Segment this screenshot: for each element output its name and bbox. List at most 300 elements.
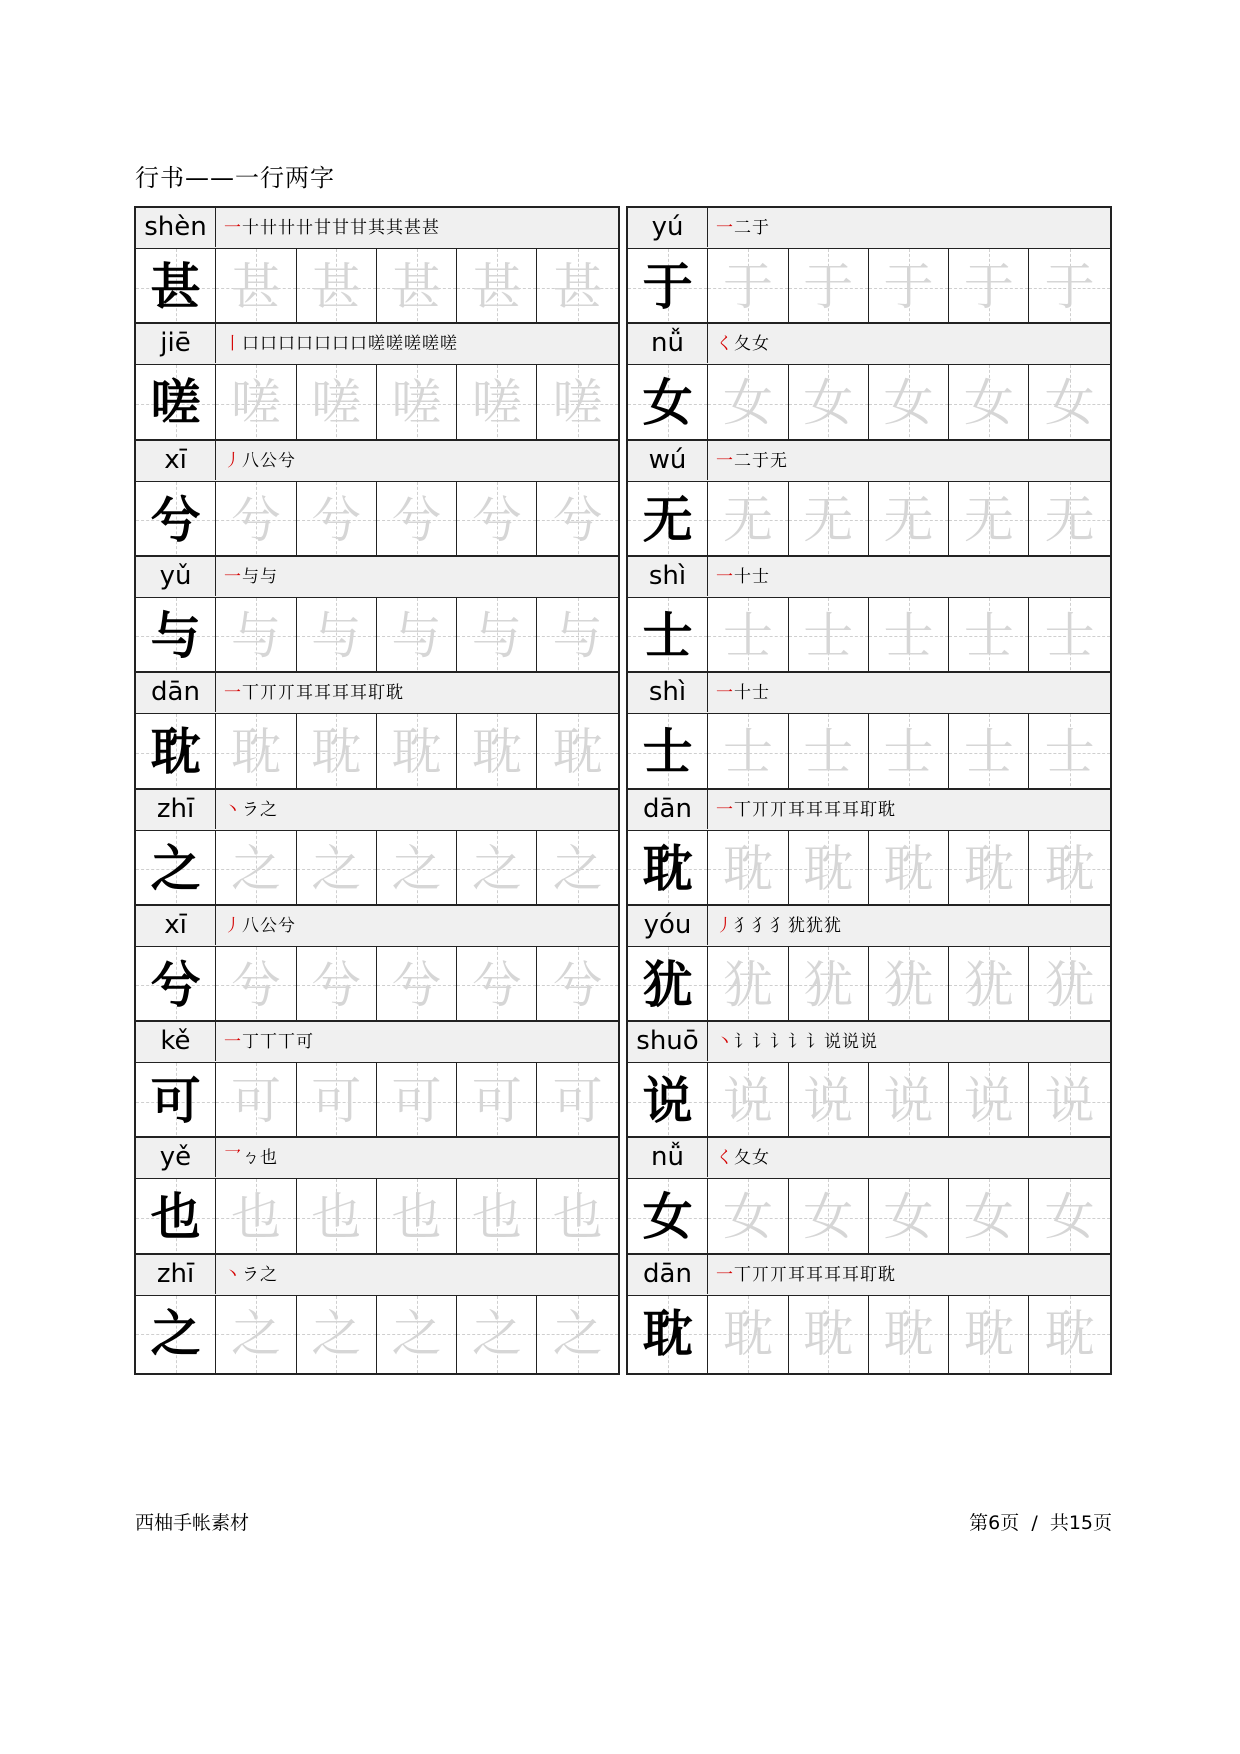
trace-character-cell bbox=[1029, 365, 1109, 442]
trace-character-cell bbox=[297, 1063, 377, 1140]
stroke-step: 夂 bbox=[734, 1148, 751, 1169]
practice-block bbox=[134, 322, 620, 444]
trace-character: 耽 bbox=[963, 1304, 1014, 1363]
trace-character-cell bbox=[1029, 1296, 1109, 1373]
stroke-step: 讠 bbox=[788, 1032, 805, 1053]
trace-character: 耽 bbox=[391, 723, 442, 782]
stroke-step: 丌 bbox=[752, 799, 769, 820]
trace-character: 士 bbox=[963, 723, 1014, 782]
stroke-step: 嗟 bbox=[440, 334, 457, 355]
trace-character: 甚 bbox=[391, 258, 442, 316]
stroke-step: 可 bbox=[296, 1032, 313, 1053]
trace-character: 与 bbox=[311, 606, 362, 665]
trace-character: 于 bbox=[722, 258, 773, 316]
model-character-cell bbox=[628, 365, 708, 442]
trace-character-cell bbox=[216, 1179, 296, 1256]
trace-character-cell bbox=[216, 947, 296, 1024]
trace-character-cell bbox=[1029, 714, 1109, 791]
trace-character-cell bbox=[297, 482, 377, 559]
practice-block bbox=[626, 1253, 1112, 1375]
trace-character-cell bbox=[708, 714, 788, 791]
trace-character-cell bbox=[537, 831, 617, 908]
trace-character: 也 bbox=[552, 1188, 603, 1247]
practice-cells bbox=[628, 714, 1110, 791]
trace-character: 女 bbox=[883, 374, 934, 433]
practice-header bbox=[628, 208, 1110, 249]
trace-character: 说 bbox=[803, 1072, 854, 1131]
trace-character: 女 bbox=[883, 1188, 934, 1247]
trace-character-cell bbox=[1029, 249, 1109, 326]
practice-header bbox=[136, 1138, 618, 1179]
stroke-step: 口 bbox=[260, 334, 277, 355]
trace-character-cell bbox=[949, 1296, 1029, 1373]
trace-character-cell bbox=[377, 831, 457, 908]
trace-character: 耽 bbox=[803, 839, 854, 898]
stroke-order bbox=[716, 1255, 1104, 1294]
practice-cells bbox=[136, 714, 618, 791]
trace-character: 甚 bbox=[230, 258, 281, 316]
stroke-step: 耽 bbox=[878, 1264, 895, 1285]
trace-character-cell bbox=[708, 1063, 788, 1140]
trace-character: 无 bbox=[803, 490, 854, 549]
trace-character: 可 bbox=[471, 1072, 522, 1131]
stroke-step: 耳 bbox=[296, 683, 313, 704]
trace-character: 与 bbox=[471, 606, 522, 665]
stroke-step: 耳 bbox=[842, 1264, 859, 1285]
model-character: 与 bbox=[150, 605, 201, 665]
stroke-step: 兮 bbox=[278, 915, 295, 936]
model-character: 甚 bbox=[150, 257, 201, 316]
stroke-step: 犹 bbox=[788, 915, 805, 936]
trace-character: 说 bbox=[1044, 1072, 1095, 1131]
stroke-step: 八 bbox=[242, 915, 259, 936]
trace-character-cell bbox=[789, 947, 869, 1024]
stroke-step: 甚 bbox=[422, 218, 439, 238]
trace-character-cell bbox=[377, 947, 457, 1024]
trace-character: 之 bbox=[230, 839, 281, 898]
stroke-step: 卄 bbox=[278, 218, 295, 238]
trace-character: 耽 bbox=[883, 1304, 934, 1363]
trace-character-cell bbox=[949, 365, 1029, 442]
stroke-step: 十 bbox=[734, 566, 751, 587]
stroke-order bbox=[224, 1255, 612, 1294]
trace-character: 士 bbox=[883, 723, 934, 782]
model-character-cell bbox=[136, 598, 216, 675]
trace-character: 耽 bbox=[722, 1304, 773, 1363]
model-character-cell bbox=[136, 1296, 216, 1373]
pinyin-label: zhī bbox=[136, 1255, 216, 1294]
trace-character: 也 bbox=[311, 1188, 362, 1247]
model-character: 于 bbox=[642, 257, 693, 316]
stroke-order bbox=[224, 208, 612, 247]
stroke-step: 丅 bbox=[242, 683, 259, 704]
stroke-step: 一 bbox=[224, 218, 241, 238]
pinyin-label: xī bbox=[136, 906, 216, 945]
practice-header bbox=[136, 673, 618, 714]
model-character-cell bbox=[136, 1063, 216, 1140]
trace-character: 耽 bbox=[1044, 1304, 1095, 1363]
practice-cells bbox=[628, 482, 1110, 559]
stroke-step: 公 bbox=[260, 915, 277, 936]
stroke-step: 丌 bbox=[770, 799, 787, 820]
trace-character: 说 bbox=[722, 1072, 773, 1131]
trace-character-cell bbox=[457, 831, 537, 908]
practice-cells bbox=[628, 598, 1110, 675]
trace-character-cell bbox=[789, 482, 869, 559]
model-character-cell bbox=[136, 482, 216, 559]
trace-character-cell bbox=[457, 482, 537, 559]
model-character: 说 bbox=[642, 1071, 693, 1131]
stroke-step: 女 bbox=[752, 334, 769, 355]
practice-cells bbox=[628, 1179, 1110, 1256]
trace-character: 之 bbox=[471, 1304, 522, 1363]
stroke-order bbox=[716, 906, 1104, 945]
stroke-step: 口 bbox=[314, 334, 331, 355]
trace-character-cell bbox=[537, 1179, 617, 1256]
trace-character: 女 bbox=[722, 374, 773, 433]
model-character-cell bbox=[628, 831, 708, 908]
model-character: 耽 bbox=[150, 722, 201, 782]
stroke-step: 一 bbox=[716, 218, 733, 238]
trace-character: 也 bbox=[471, 1188, 522, 1247]
stroke-step: 卄 bbox=[260, 218, 277, 238]
stroke-order bbox=[716, 324, 1104, 363]
trace-character: 兮 bbox=[311, 490, 362, 549]
stroke-step: 甚 bbox=[404, 218, 421, 238]
trace-character: 耽 bbox=[803, 1304, 854, 1363]
trace-character: 耽 bbox=[883, 839, 934, 898]
stroke-step: 讠 bbox=[752, 1032, 769, 1053]
trace-character-cell bbox=[869, 365, 949, 442]
stroke-step: 公 bbox=[260, 450, 277, 471]
practice-block bbox=[134, 1253, 620, 1375]
practice-cells bbox=[136, 1179, 618, 1256]
trace-character: 耽 bbox=[311, 723, 362, 782]
trace-character: 女 bbox=[1044, 1188, 1095, 1247]
trace-character-cell bbox=[789, 714, 869, 791]
trace-character: 与 bbox=[230, 606, 281, 665]
footer-source: 西柚手帐素材 bbox=[135, 1512, 250, 1534]
trace-character-cell bbox=[869, 482, 949, 559]
trace-character: 兮 bbox=[230, 955, 281, 1014]
stroke-step: 丅 bbox=[260, 1032, 277, 1053]
trace-character: 犹 bbox=[883, 955, 934, 1014]
practice-cells bbox=[136, 249, 618, 326]
model-character: 也 bbox=[150, 1187, 201, 1247]
stroke-step: 卄 bbox=[296, 218, 313, 238]
model-character-cell bbox=[136, 947, 216, 1024]
trace-character-cell bbox=[869, 1063, 949, 1140]
trace-character: 女 bbox=[963, 374, 1014, 433]
trace-character: 可 bbox=[311, 1072, 362, 1131]
trace-character-cell bbox=[708, 1296, 788, 1373]
practice-cells bbox=[136, 831, 618, 908]
trace-character-cell bbox=[377, 1296, 457, 1373]
trace-character-cell bbox=[297, 947, 377, 1024]
pinyin-label: shèn bbox=[136, 208, 216, 247]
stroke-step: 丌 bbox=[278, 683, 295, 704]
pinyin-label: kě bbox=[136, 1022, 216, 1061]
pinyin-label: dān bbox=[136, 673, 216, 712]
trace-character-cell bbox=[1029, 598, 1109, 675]
stroke-step: 犹 bbox=[824, 915, 841, 936]
stroke-step: 与 bbox=[260, 566, 277, 587]
stroke-step: 一 bbox=[716, 566, 733, 587]
trace-character-cell bbox=[216, 831, 296, 908]
trace-character: 士 bbox=[883, 606, 934, 665]
stroke-step: 耵 bbox=[860, 799, 877, 820]
stroke-step: 丿 bbox=[224, 915, 241, 936]
practice-header bbox=[628, 906, 1110, 947]
trace-character-cell bbox=[457, 947, 537, 1024]
stroke-order bbox=[716, 557, 1104, 596]
stroke-step: 一 bbox=[716, 450, 733, 471]
trace-character-cell bbox=[297, 831, 377, 908]
stroke-order bbox=[716, 790, 1104, 829]
trace-character: 与 bbox=[552, 606, 603, 665]
practice-cells bbox=[628, 947, 1110, 1024]
practice-block bbox=[626, 904, 1112, 1026]
trace-character-cell bbox=[949, 249, 1029, 326]
practice-cells bbox=[136, 947, 618, 1024]
stroke-step: 夂 bbox=[734, 334, 751, 355]
trace-character: 兮 bbox=[230, 490, 281, 549]
stroke-step: 丁 bbox=[242, 1032, 259, 1053]
stroke-order bbox=[224, 673, 612, 712]
stroke-step: 八 bbox=[242, 450, 259, 471]
model-character: 嗟 bbox=[150, 373, 201, 433]
practice-block bbox=[134, 206, 620, 328]
trace-character-cell bbox=[537, 598, 617, 675]
practice-cells bbox=[628, 249, 1110, 326]
model-character-cell bbox=[628, 1296, 708, 1373]
model-character: 之 bbox=[150, 838, 201, 898]
practice-cells bbox=[628, 831, 1110, 908]
model-character-cell bbox=[136, 249, 216, 326]
stroke-step: 其 bbox=[368, 218, 385, 238]
trace-character: 与 bbox=[391, 606, 442, 665]
stroke-step: 耽 bbox=[878, 799, 895, 820]
stroke-step: 耳 bbox=[824, 1264, 841, 1285]
trace-character-cell bbox=[789, 365, 869, 442]
trace-character-cell bbox=[537, 947, 617, 1024]
stroke-step: 二 bbox=[734, 450, 751, 471]
trace-character: 女 bbox=[722, 1188, 773, 1247]
stroke-order bbox=[224, 906, 612, 945]
pinyin-label: yǔ bbox=[136, 557, 216, 596]
trace-character-cell bbox=[537, 365, 617, 442]
stroke-step: 丿 bbox=[224, 450, 241, 471]
trace-character-cell bbox=[708, 1179, 788, 1256]
trace-character: 士 bbox=[722, 723, 773, 782]
stroke-step: 耳 bbox=[806, 799, 823, 820]
stroke-step: 甘 bbox=[314, 218, 331, 238]
stroke-step: 耳 bbox=[788, 1264, 805, 1285]
practice-header bbox=[628, 790, 1110, 831]
practice-block bbox=[134, 439, 620, 561]
trace-character: 甚 bbox=[552, 258, 603, 316]
pinyin-label: dān bbox=[628, 790, 708, 829]
stroke-step: 十 bbox=[242, 218, 259, 238]
trace-character-cell bbox=[708, 249, 788, 326]
trace-character: 无 bbox=[1044, 490, 1095, 549]
trace-character-cell bbox=[377, 1063, 457, 1140]
stroke-step: 丶 bbox=[224, 1264, 241, 1285]
stroke-step: 丅 bbox=[734, 1264, 751, 1285]
model-character-cell bbox=[628, 1179, 708, 1256]
trace-character-cell bbox=[457, 714, 537, 791]
trace-character: 女 bbox=[963, 1188, 1014, 1247]
trace-character: 于 bbox=[803, 258, 854, 316]
trace-character: 女 bbox=[803, 1188, 854, 1247]
stroke-step: 兮 bbox=[278, 450, 295, 471]
practice-cells bbox=[136, 1063, 618, 1140]
trace-character: 之 bbox=[230, 1304, 281, 1363]
trace-character-cell bbox=[789, 249, 869, 326]
trace-character-cell bbox=[297, 249, 377, 326]
trace-character: 无 bbox=[722, 490, 773, 549]
practice-header bbox=[628, 441, 1110, 482]
stroke-order bbox=[224, 1138, 612, 1177]
pinyin-label: zhī bbox=[136, 790, 216, 829]
stroke-step: 甘 bbox=[332, 218, 349, 238]
trace-character-cell bbox=[869, 831, 949, 908]
stroke-step: 耳 bbox=[824, 799, 841, 820]
model-character: 可 bbox=[150, 1071, 201, 1131]
practice-header bbox=[136, 208, 618, 249]
stroke-step: 口 bbox=[278, 334, 295, 355]
practice-block bbox=[626, 555, 1112, 677]
stroke-step: 士 bbox=[752, 683, 769, 704]
trace-character: 兮 bbox=[471, 955, 522, 1014]
practice-block bbox=[626, 1020, 1112, 1142]
trace-character-cell bbox=[457, 1296, 537, 1373]
stroke-step: 犭 bbox=[770, 915, 787, 936]
stroke-step: 耳 bbox=[314, 683, 331, 704]
stroke-step: 其 bbox=[386, 218, 403, 238]
stroke-step: 说 bbox=[824, 1032, 841, 1053]
trace-character: 耽 bbox=[722, 839, 773, 898]
practice-header bbox=[136, 790, 618, 831]
trace-character-cell bbox=[708, 598, 788, 675]
stroke-step: ラ bbox=[242, 799, 259, 820]
trace-character: 甚 bbox=[471, 258, 522, 316]
pinyin-label: xī bbox=[136, 441, 216, 480]
trace-character: 之 bbox=[391, 1304, 442, 1363]
trace-character: 嗟 bbox=[391, 374, 442, 433]
stroke-step: 丿 bbox=[716, 915, 733, 936]
model-character-cell bbox=[136, 365, 216, 442]
practice-cells bbox=[136, 1296, 618, 1373]
practice-block bbox=[134, 1136, 620, 1258]
practice-header bbox=[628, 557, 1110, 598]
stroke-step: 女 bbox=[752, 1148, 769, 1169]
model-character-cell bbox=[136, 714, 216, 791]
trace-character: 耽 bbox=[1044, 839, 1095, 898]
stroke-order bbox=[716, 441, 1104, 480]
trace-character-cell bbox=[949, 831, 1029, 908]
practice-cells bbox=[136, 365, 618, 442]
pinyin-label: nǚ bbox=[628, 1138, 708, 1177]
model-character: 兮 bbox=[150, 954, 201, 1014]
trace-character: 之 bbox=[552, 839, 603, 898]
trace-character-cell bbox=[789, 598, 869, 675]
stroke-order bbox=[716, 1022, 1104, 1061]
practice-block bbox=[134, 555, 620, 677]
stroke-step: 与 bbox=[242, 566, 259, 587]
stroke-step: 耳 bbox=[842, 799, 859, 820]
trace-character-cell bbox=[457, 1179, 537, 1256]
trace-character-cell bbox=[457, 598, 537, 675]
trace-character: 犹 bbox=[722, 955, 773, 1014]
trace-character-cell bbox=[297, 714, 377, 791]
stroke-step: 一 bbox=[716, 1264, 733, 1285]
page-title: 行书——一行两字 bbox=[135, 164, 335, 192]
pinyin-label: nǚ bbox=[628, 324, 708, 363]
trace-character-cell bbox=[377, 598, 457, 675]
practice-header bbox=[628, 1255, 1110, 1296]
stroke-step: 一 bbox=[224, 566, 241, 587]
trace-character: 也 bbox=[391, 1188, 442, 1247]
trace-character: 犹 bbox=[803, 955, 854, 1014]
trace-character-cell bbox=[377, 1179, 457, 1256]
stroke-step: 耳 bbox=[788, 799, 805, 820]
trace-character-cell bbox=[297, 598, 377, 675]
model-character-cell bbox=[628, 714, 708, 791]
trace-character: 于 bbox=[963, 258, 1014, 316]
stroke-step: 也 bbox=[260, 1148, 277, 1169]
trace-character: 女 bbox=[1044, 374, 1095, 433]
model-character: 之 bbox=[150, 1303, 201, 1363]
model-character: 犹 bbox=[642, 954, 693, 1014]
stroke-step: 口 bbox=[296, 334, 313, 355]
practice-header bbox=[628, 324, 1110, 365]
model-character: 士 bbox=[642, 605, 693, 665]
stroke-step: 丅 bbox=[278, 1032, 295, 1053]
trace-character: 士 bbox=[963, 606, 1014, 665]
practice-block bbox=[626, 671, 1112, 793]
stroke-step: 嗟 bbox=[404, 334, 421, 355]
stroke-step: 嗟 bbox=[386, 334, 403, 355]
trace-character-cell bbox=[297, 365, 377, 442]
stroke-step: 于 bbox=[752, 450, 769, 471]
trace-character-cell bbox=[949, 1179, 1029, 1256]
stroke-step: 一 bbox=[716, 683, 733, 704]
practice-header bbox=[628, 1022, 1110, 1063]
trace-character: 之 bbox=[391, 839, 442, 898]
pinyin-label: yú bbox=[628, 208, 708, 247]
model-character: 耽 bbox=[642, 838, 693, 898]
stroke-step: 之 bbox=[260, 1264, 277, 1285]
pinyin-label: shì bbox=[628, 557, 708, 596]
trace-character: 嗟 bbox=[311, 374, 362, 433]
practice-cells bbox=[136, 598, 618, 675]
stroke-step: 说 bbox=[842, 1032, 859, 1053]
trace-character-cell bbox=[789, 1296, 869, 1373]
practice-block bbox=[134, 904, 620, 1026]
trace-character-cell bbox=[949, 947, 1029, 1024]
model-character: 女 bbox=[642, 1187, 693, 1247]
trace-character: 可 bbox=[391, 1072, 442, 1131]
stroke-step: 丶 bbox=[716, 1032, 733, 1053]
trace-character: 之 bbox=[311, 839, 362, 898]
stroke-step: 丅 bbox=[734, 799, 751, 820]
pinyin-label: dān bbox=[628, 1255, 708, 1294]
practice-block bbox=[626, 788, 1112, 910]
stroke-step: 耽 bbox=[386, 683, 403, 704]
model-character-cell bbox=[628, 947, 708, 1024]
stroke-step: 之 bbox=[260, 799, 277, 820]
